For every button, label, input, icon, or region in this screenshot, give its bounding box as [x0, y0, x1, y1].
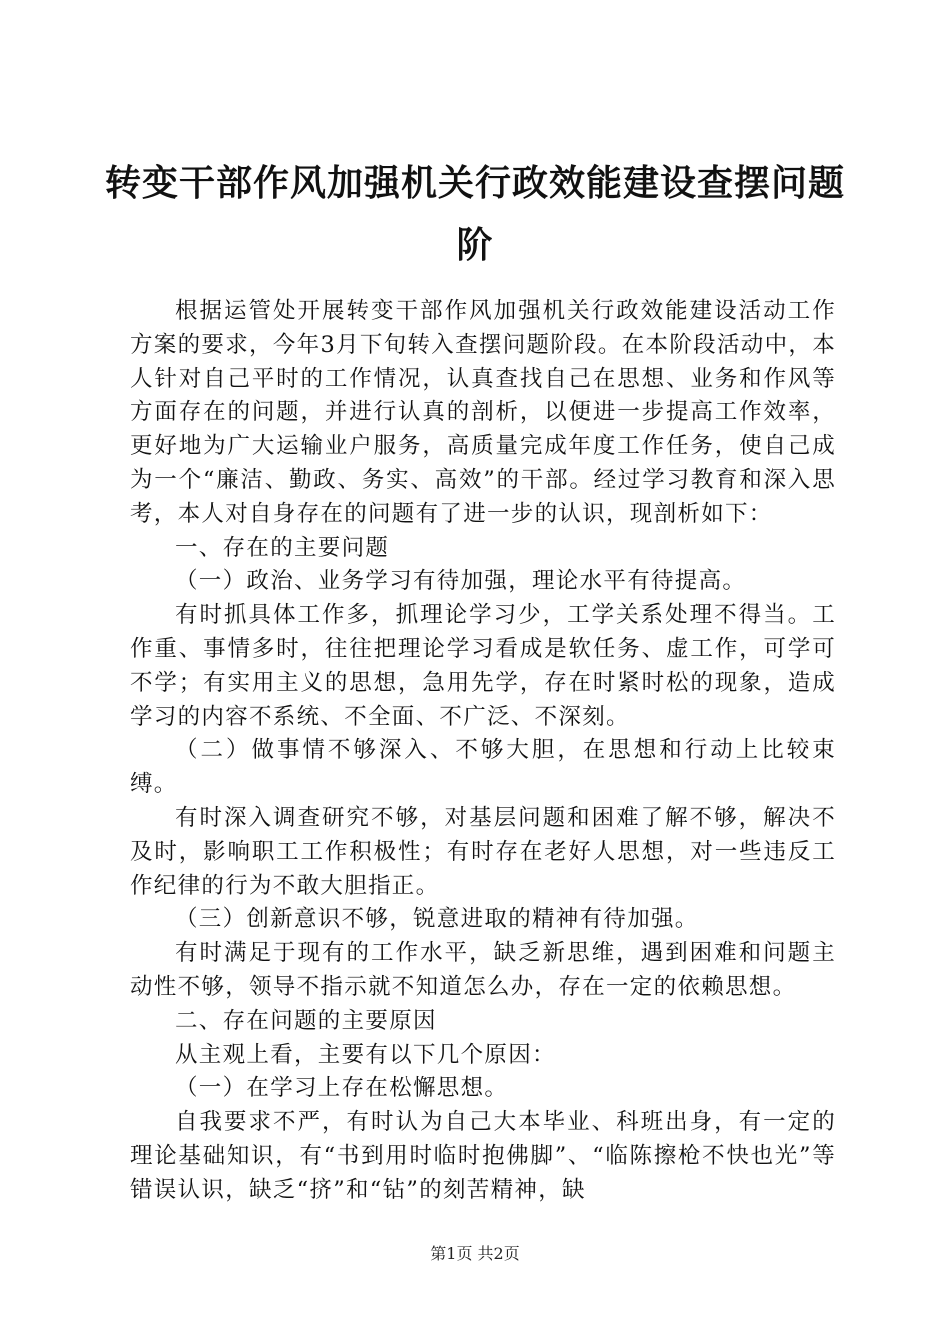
subheading-depth: （二）做事情不够深入、不够大胆，在思想和行动上比较束缚。 [130, 737, 836, 798]
subheading-study: （一）政治、业务学习有待加强，理论水平有待提高。 [175, 568, 747, 595]
paragraph-subjective: 从主观上看，主要有以下几个原因： [175, 1041, 556, 1068]
paragraph-learning-slack: 自我要求不严，有时认为自己大本毕业、科班出身，有一定的理论基础知识，有“书到用时临时抱佛脚”、“临陈擦枪不快也光”等错误认识，缺乏“挤”和“钻”的刻苦精神，缺 [130, 1109, 836, 1203]
section-heading-causes: 二、存在问题的主要原因 [175, 1007, 437, 1034]
subheading-innovation: （三）创新意识不够，锐意进取的精神有待加强。 [175, 906, 699, 933]
paragraph-innovation: 有时满足于现有的工作水平，缺乏新思维，遇到困难和问题主动性不够，领导不指示就不知道怎么办，存在一定的依赖思想。 [130, 940, 836, 1000]
document-body [130, 295, 836, 1208]
document-title-continuation: 阶 [456, 225, 494, 266]
paragraph-study: 有时抓具体工作多，抓理论学习少，工学关系处理不得当。工作重、事情多时，往往把理论学习看成是软任务、虚工作，可学可不学；有实用主义的思想，急用先学，存在时紧时松的现象，造成学习的内容不系统、不全面、不广泛、不深刻。 [130, 602, 836, 730]
document-title: 转变干部作风加强机关行政效能建设查摆问题 [104, 163, 845, 204]
intro-paragraph: 根据运管处开展转变干部作风加强机关行政效能建设活动工作方案的要求，今年3月下旬转入查摆问题阶段。在本阶段活动中，本人针对自己平时的工作情况，认真查找自己在思想、业务和作风等方面存在的问题，并进行认真的剖析，以便进一步提高工作效率，更好地为广大运输业户服务，高质量完成年度工作任务，使自己成为一个“廉洁、勤政、务实、高效”的干部。经过学习教育和深入思考，本人对自身存在的问题有了进一步的认识，现剖析如下： [130, 298, 836, 527]
section-heading-main-problems: 一、存在的主要问题 [175, 534, 390, 561]
paragraph-depth: 有时深入调查研究不够，对基层问题和困难了解不够，解决不及时，影响职工工作积极性；有时存在老好人思想，对一些违反工作纪律的行为不敢大胆指正。 [130, 804, 836, 899]
page-number-footer: 第1页 共2页 [430, 1244, 520, 1263]
subheading-learning-slack: （一）在学习上存在松懈思想。 [175, 1075, 509, 1102]
